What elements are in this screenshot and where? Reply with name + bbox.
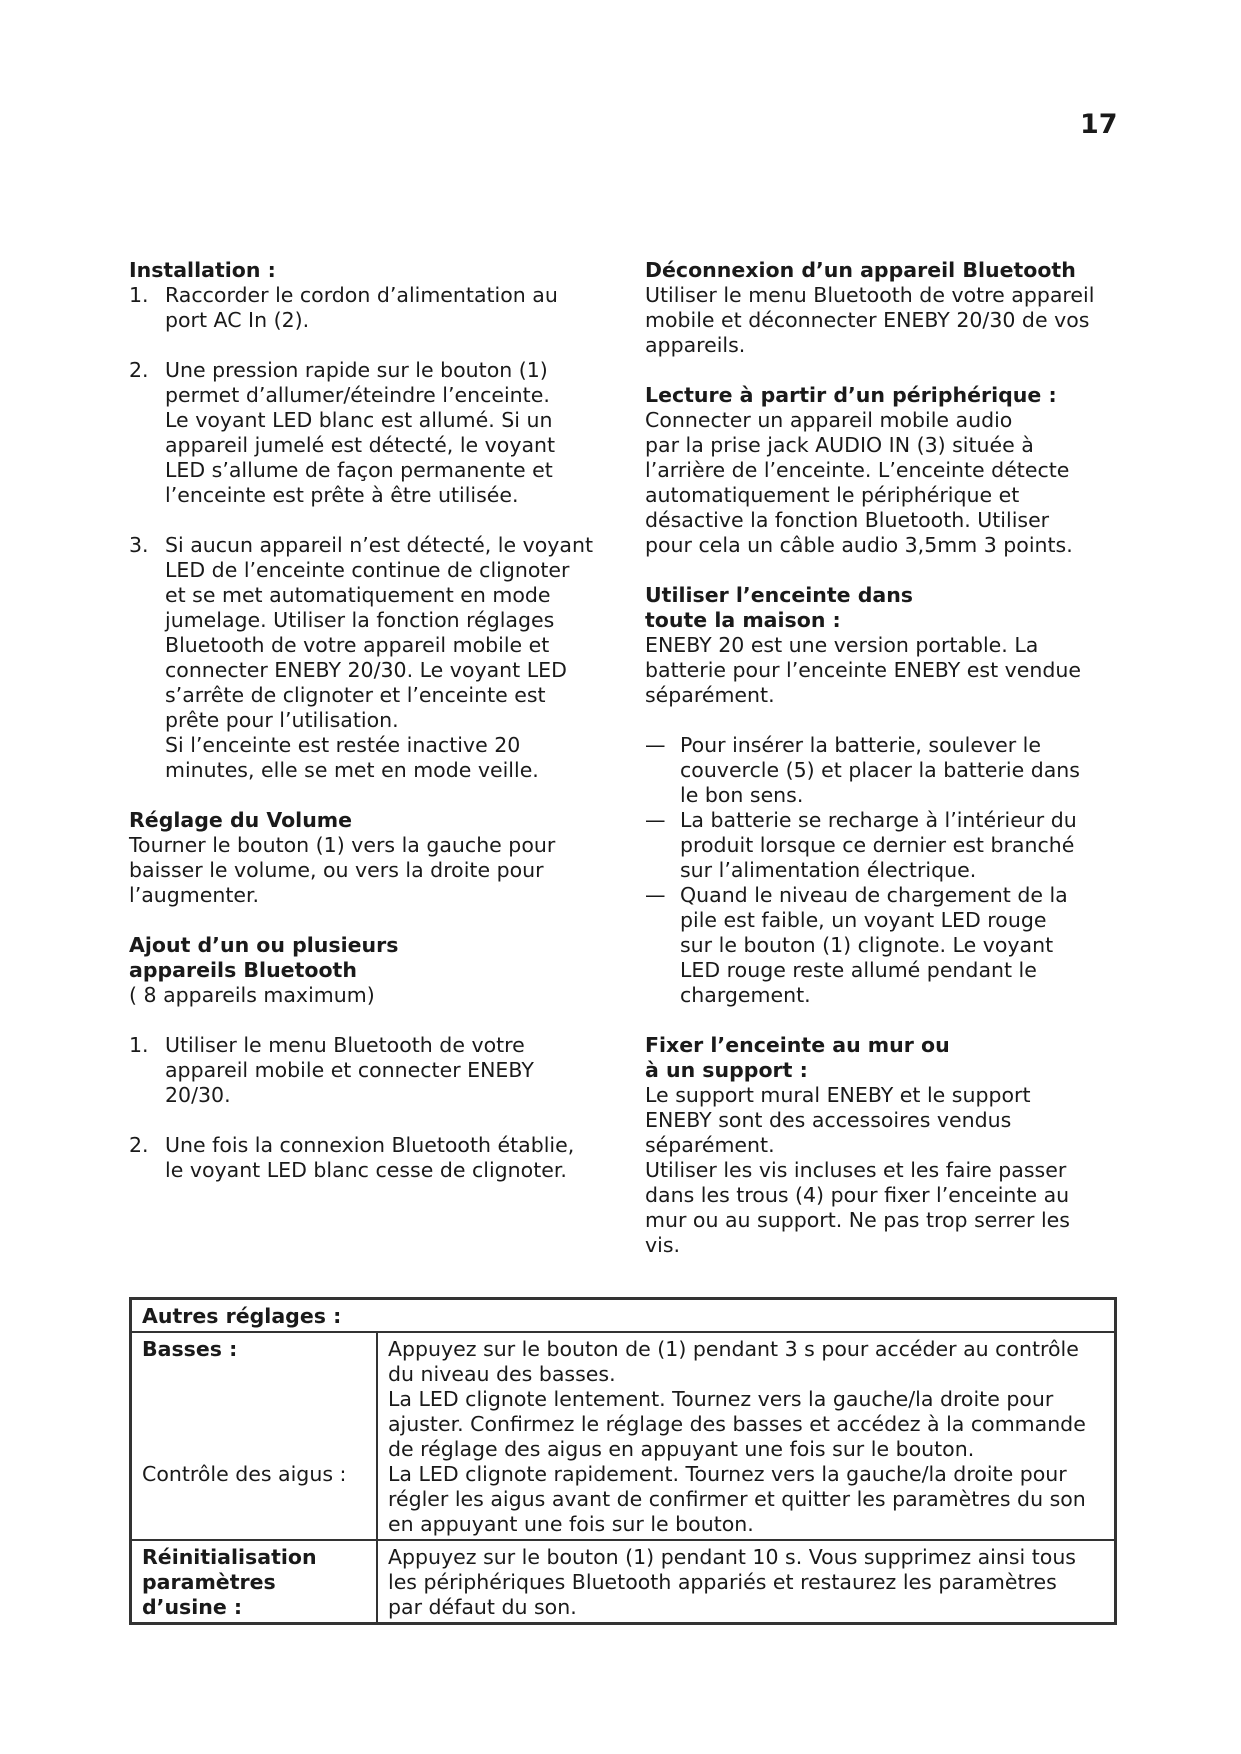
- text-line: désactive la fonction Bluetooth. Utiliser: [645, 508, 1050, 532]
- text-line: Bluetooth de votre appareil mobile et: [165, 633, 550, 657]
- text-line: La batterie se recharge à l’intérieur du: [680, 808, 1077, 832]
- text-line: régler les aigus avant de confirmer et quitter les paramètres du son: [388, 1487, 1086, 1511]
- text-line: Une pression rapide sur le bouton (1): [165, 358, 548, 382]
- text-line: appareils.: [645, 333, 746, 357]
- text-line: et se met automatiquement en mode: [165, 583, 551, 607]
- text-line: Quand le niveau de chargement de la: [680, 883, 1068, 907]
- text-line: connecter ENEBY 20/30. Le voyant LED: [165, 658, 567, 682]
- text-line: LED de l’enceinte continue de clignoter: [165, 558, 570, 582]
- text-line: ENEBY sont des accessoires vendus: [645, 1108, 1012, 1132]
- bluetooth-add-subtitle: ( 8 appareils maximum): [129, 983, 375, 1007]
- text-line: mobile et déconnecter ENEBY 20/30 de vos: [645, 308, 1090, 332]
- reset-label: paramètres: [142, 1570, 276, 1594]
- reset-label: d’usine :: [142, 1595, 243, 1619]
- text-line: dans les trous (4) pour fixer l’enceinte au: [645, 1183, 1070, 1207]
- bluetooth-step-1: [129, 1033, 619, 1108]
- table-title: Autres réglages :: [131, 1299, 1116, 1333]
- text-line: produit lorsque ce dernier est branché: [680, 833, 1075, 857]
- installation-step-1: [129, 283, 619, 333]
- text-line: appareil jumelé est détecté, le voyant: [165, 433, 556, 457]
- playback-heading: Lecture à partir d’un périphérique :: [645, 383, 1057, 407]
- text-line: couvercle (5) et placer la batterie dans: [680, 758, 1080, 782]
- battery-bullet-1: [645, 733, 1125, 808]
- text-line: vis.: [645, 1233, 681, 1257]
- text-line: Pour insérer la batterie, soulever le: [680, 733, 1041, 757]
- row-label-cell: [131, 1332, 378, 1540]
- text-line: pour cela un câble audio 3,5mm 3 points.: [645, 533, 1073, 557]
- wall-heading: à un support :: [645, 1058, 808, 1082]
- text-line: Appuyez sur le bouton de (1) pendant 3 s pour accéder au contrôle: [388, 1337, 1079, 1361]
- step-number: 1.: [129, 1033, 149, 1057]
- dash-marker: —: [645, 808, 666, 832]
- text-line: par la prise jack AUDIO IN (3) située à: [645, 433, 1034, 457]
- bluetooth-add-heading: Ajout d’un ou plusieurs: [129, 933, 399, 957]
- text-line: Raccorder le cordon d’alimentation au: [165, 283, 558, 307]
- text-line: Appuyez sur le bouton (1) pendant 10 s. Vous supprimez ainsi tous: [388, 1545, 1076, 1569]
- text-line: Si aucun appareil n’est détecté, le voyant: [165, 533, 594, 557]
- step-number: 1.: [129, 283, 149, 307]
- settings-table: [129, 1297, 1117, 1625]
- text-line: séparément.: [645, 1133, 775, 1157]
- volume-heading: Réglage du Volume: [129, 808, 353, 832]
- text-line: mur ou au support. Ne pas trop serrer les: [645, 1208, 1070, 1232]
- text-line: pile est faible, un voyant LED rouge: [680, 908, 1047, 932]
- battery-bullet-2: [645, 808, 1125, 883]
- text-line: appareil mobile et connecter ENEBY: [165, 1058, 534, 1082]
- reset-label: Réinitialisation: [142, 1545, 317, 1569]
- table-header-row: [131, 1299, 1116, 1333]
- step-number: 2.: [129, 358, 149, 382]
- text-line: le voyant LED blanc cesse de clignoter.: [165, 1158, 567, 1182]
- left-column: [129, 258, 619, 1183]
- text-line: automatiquement le périphérique et: [645, 483, 1020, 507]
- text-line: en appuyant une fois sur le bouton.: [388, 1512, 754, 1536]
- text-line: l’arrière de l’enceinte. L’enceinte détecte: [645, 458, 1070, 482]
- text-line: Connecter un appareil mobile audio: [645, 408, 1013, 432]
- row-description-cell: [377, 1540, 1116, 1624]
- text-line: baisser le volume, ou vers la droite pour: [129, 858, 544, 882]
- text-line: LED s’allume de façon permanente et: [165, 458, 553, 482]
- installation-step-3: [129, 533, 619, 783]
- treble-label: Contrôle des aigus :: [142, 1462, 347, 1486]
- house-heading: Utiliser l’enceinte dans: [645, 583, 914, 607]
- installation-heading: Installation :: [129, 258, 276, 282]
- text-line: Utiliser les vis incluses et les faire passer: [645, 1158, 1067, 1182]
- text-line: La LED clignote rapidement. Tournez vers la gauche/la droite pour: [388, 1462, 1067, 1486]
- wall-heading: Fixer l’enceinte au mur ou: [645, 1033, 950, 1057]
- text-line: l’enceinte est prête à être utilisée.: [165, 483, 519, 507]
- text-line: batterie pour l’enceinte ENEBY est vendue: [645, 658, 1081, 682]
- dash-marker: —: [645, 733, 666, 757]
- disconnect-heading: Déconnexion d’un appareil Bluetooth: [645, 258, 1076, 282]
- right-column: [645, 258, 1125, 1258]
- text-line: Tourner le bouton (1) vers la gauche pour: [129, 833, 556, 857]
- text-line: prête pour l’utilisation.: [165, 708, 399, 732]
- text-line: Une fois la connexion Bluetooth établie,: [165, 1133, 575, 1157]
- step-number: 2.: [129, 1133, 149, 1157]
- house-heading: toute la maison :: [645, 608, 841, 632]
- text-line: sur l’alimentation électrique.: [680, 858, 977, 882]
- text-line: Utiliser le menu Bluetooth de votre: [165, 1033, 525, 1057]
- row-label-cell: [131, 1540, 378, 1624]
- text-line: les périphériques Bluetooth appariés et restaurez les paramètres: [388, 1570, 1057, 1594]
- text-line: Utiliser le menu Bluetooth de votre appareil: [645, 283, 1095, 307]
- text-line: Si l’enceinte est restée inactive 20: [165, 733, 521, 757]
- text-line: Le voyant LED blanc est allumé. Si un: [165, 408, 553, 432]
- text-line: LED rouge reste allumé pendant le: [680, 958, 1037, 982]
- text-line: permet d’allumer/éteindre l’enceinte.: [165, 383, 550, 407]
- bluetooth-add-heading: appareils Bluetooth: [129, 958, 357, 982]
- bluetooth-step-2: [129, 1133, 619, 1183]
- table-row: [131, 1540, 1116, 1624]
- text-line: ajuster. Confirmez le réglage des basses et accédez à la commande: [388, 1412, 1086, 1436]
- text-line: s’arrête de clignoter et l’enceinte est: [165, 683, 546, 707]
- text-line: l’augmenter.: [129, 883, 260, 907]
- text-line: de réglage des aigus en appuyant une fois sur le bouton.: [388, 1437, 975, 1461]
- text-line: ENEBY 20 est une version portable. La: [645, 633, 1039, 657]
- text-line: sur le bouton (1) clignote. Le voyant: [680, 933, 1054, 957]
- text-line: séparément.: [645, 683, 775, 707]
- text-line: jumelage. Utiliser la fonction réglages: [165, 608, 555, 632]
- row-description-cell: [377, 1332, 1116, 1540]
- dash-marker: —: [645, 883, 666, 907]
- battery-bullet-3: [645, 883, 1125, 1008]
- text-line: La LED clignote lentement. Tournez vers la gauche/la droite pour: [388, 1387, 1054, 1411]
- step-number: 3.: [129, 533, 149, 557]
- bass-label: Basses :: [142, 1337, 238, 1361]
- text-line: chargement.: [680, 983, 811, 1007]
- text-line: port AC In (2).: [165, 308, 310, 332]
- text-line: minutes, elle se met en mode veille.: [165, 758, 539, 782]
- text-line: par défaut du son.: [388, 1595, 577, 1619]
- text-line: 20/30.: [165, 1083, 231, 1107]
- text-line: Le support mural ENEBY et le support: [645, 1083, 1031, 1107]
- page-number: 17: [1080, 109, 1118, 140]
- text-line: le bon sens.: [680, 783, 804, 807]
- table-row: [131, 1332, 1116, 1540]
- text-line: du niveau des basses.: [388, 1362, 616, 1386]
- installation-step-2: [129, 358, 619, 508]
